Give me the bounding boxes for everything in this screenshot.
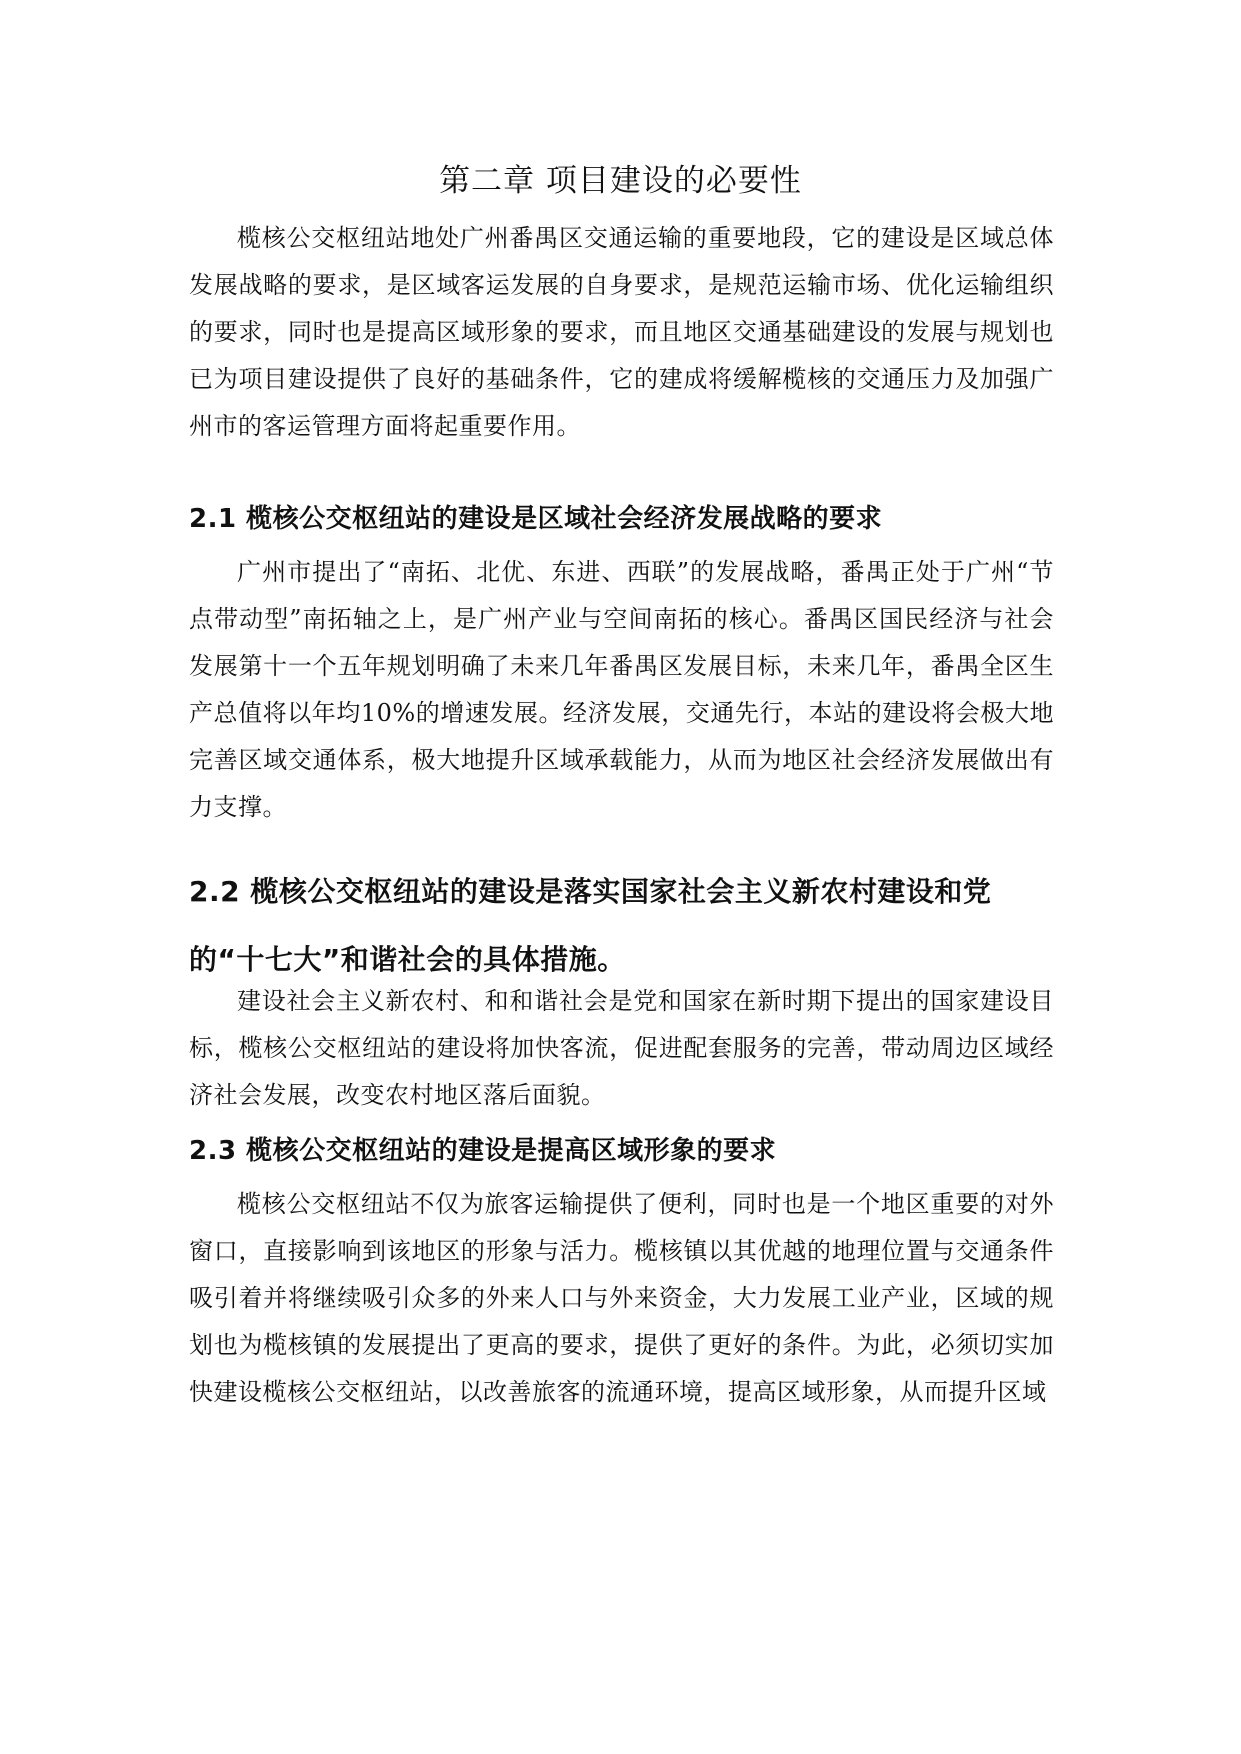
section-2-1 bbox=[189, 499, 1054, 539]
section-body-2-1: 广州市提出了“南拓、北优、东进、西联”的发展战略，番禺正处于广州“节点带动型”南拓轴之上，是广州产业与空间南拓的核心。番禺区国民经济与社会发展第十一个五年规划明确了未来几年番禺区发展目标，未来几年，番禺全区生产总值将以年均10%的增速发展。经济发展，交通先行，本站的建设将会极大地完善区域交通体系，极大地提升区域承载能力，从而为地区社会经济发展做出有力支撑。 bbox=[189, 558, 1054, 821]
section-heading-2-3: 2.3 榄核公交枢纽站的建设是提高区域形象的要求 bbox=[189, 1136, 777, 1166]
section-2-2 bbox=[189, 858, 1054, 994]
section-heading-2-1: 2.1 榄核公交枢纽站的建设是区域社会经济发展战略的要求 bbox=[189, 504, 883, 534]
section-2-1-body-block bbox=[189, 549, 1054, 831]
section-2-2-body-block bbox=[189, 978, 1054, 1119]
section-heading-2-2: 2.2 榄核公交枢纽站的建设是落实国家社会主义新农村建设和党的“十七大”和谐社会的具体措施。 bbox=[189, 875, 992, 976]
intro-paragraph: 榄核公交枢纽站地处广州番禺区交通运输的重要地段，它的建设是区域总体发展战略的要求，是区域客运发展的自身要求，是规范运输市场、优化运输组织的要求，同时也是提高区域形象的要求，而且地区交通基础建设的发展与规划也已为项目建设提供了良好的基础条件，它的建成将缓解榄核的交通压力及加强广州市的客运管理方面将起重要作用。 bbox=[189, 224, 1054, 440]
section-body-2-3: 榄核公交枢纽站不仅为旅客运输提供了便利，同时也是一个地区重要的对外窗口，直接影响到该地区的形象与活力。榄核镇以其优越的地理位置与交通条件吸引着并将继续吸引众多的外来人口与外来资金，大力发展工业产业，区域的规划也为榄核镇的发展提出了更高的要求，提供了更好的条件。为此，必须切实加快建设榄核公交枢纽站，以改善旅客的流通环境，提高区域形象，从而提升区域 bbox=[189, 1190, 1054, 1406]
section-2-3 bbox=[189, 1131, 1054, 1171]
section-body-2-2: 建设社会主义新农村、和和谐社会是党和国家在新时期下提出的国家建设目标，榄核公交枢纽站的建设将加快客流，促进配套服务的完善，带动周边区域经济社会发展，改变农村地区落后面貌。 bbox=[189, 987, 1054, 1109]
chapter-title: 第二章 项目建设的必要性 bbox=[439, 163, 802, 199]
section-2-3-body-block bbox=[189, 1181, 1054, 1416]
intro-block bbox=[189, 215, 1054, 450]
